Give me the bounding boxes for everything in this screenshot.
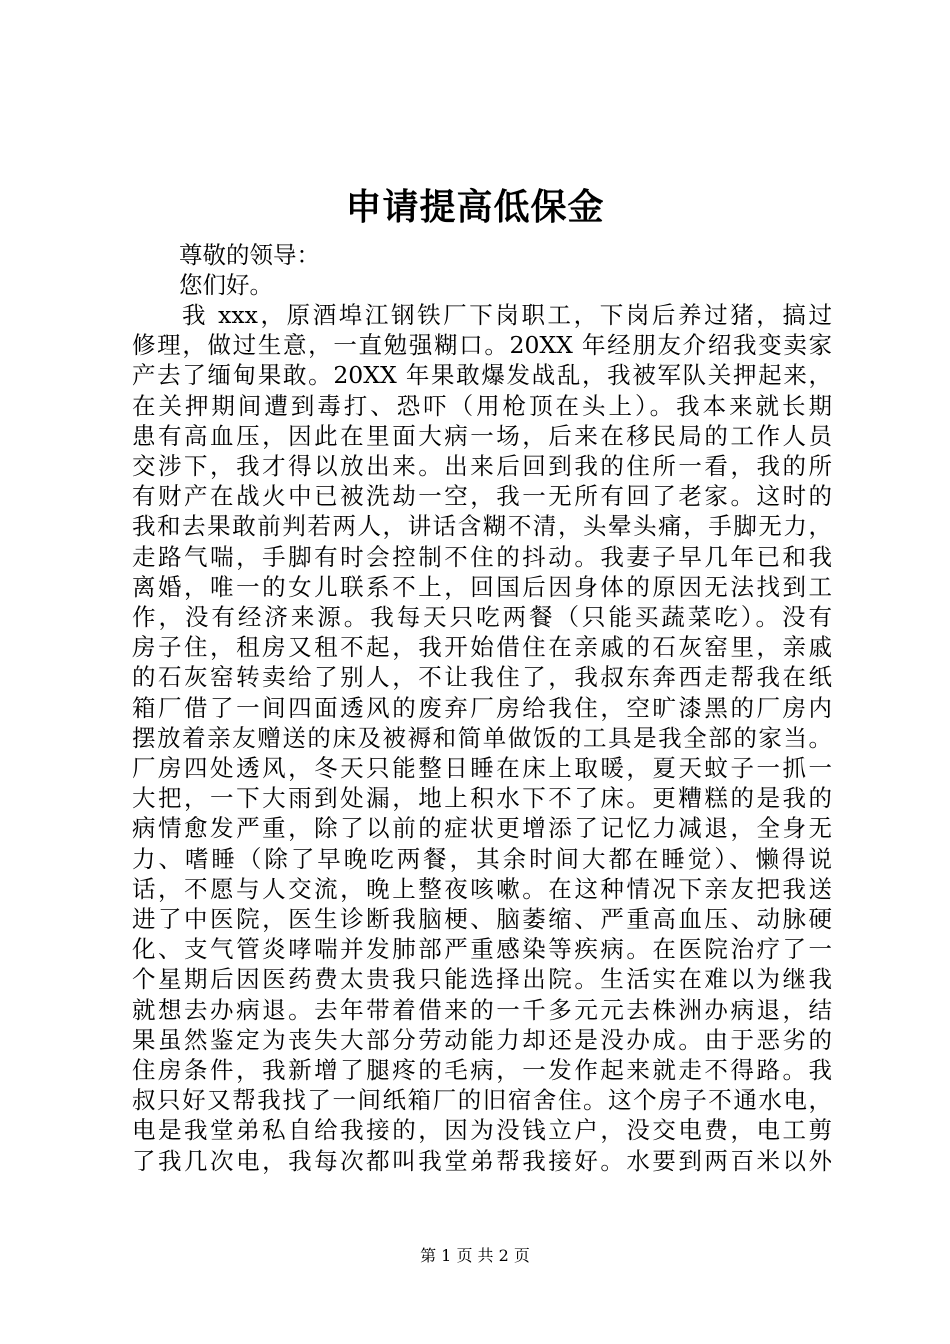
body-line: 了我几次电，我每次都叫我堂弟帮我接好。水要到两百米以外 — [132, 1146, 832, 1175]
body-line: 果虽然鉴定为丧失大部分劳动能力却还是没办成。由于恶劣的 — [132, 1025, 832, 1054]
body-line: 箱厂借了一间四面透风的废弃厂房给我住，空旷漆黑的厂房内 — [132, 693, 832, 722]
body-line: 产去了缅甸果敢。20XX 年果敢爆发战乱，我被军队关押起来， — [132, 361, 832, 390]
body-line: 厂房四处透风，冬天只能整日睡在床上取暖，夏天蚊子一抓一 — [132, 754, 832, 782]
page-footer: 第 1 页 共 2 页 — [420, 1246, 530, 1265]
body-line: 我和去果敢前判若两人，讲话含糊不清，头晕头痛，手脚无力， — [132, 512, 832, 541]
body-line: 住房条件，我新增了腿疼的毛病，一发作起来就走不得路。我 — [132, 1056, 832, 1084]
greeting: 您们好。 — [179, 271, 273, 299]
body-line: 交涉下，我才得以放出来。出来后回到我的住所一看，我的所 — [132, 452, 832, 480]
body-line: 患有高血压，因此在里面大病一场，后来在移民局的工作人员 — [132, 421, 832, 450]
body-line: 的石灰窑转卖给了别人，不让我住了，我叔东奔西走帮我在纸 — [132, 663, 832, 692]
body-line: 修理，做过生意，一直勉强糊口。20XX 年经朋友介绍我变卖家 — [132, 331, 832, 360]
salutation: 尊敬的领导： — [179, 241, 320, 269]
body-line: 摆放着亲友赠送的床及被褥和简单做饭的工具是我全部的家当。 — [132, 723, 832, 752]
body-line: 力、嗜睡（除了早晚吃两餐，其余时间大都在睡觉）、懒得说 — [132, 844, 832, 873]
body-line: 个星期后因医药费太贵我只能选择出院。生活实在难以为继我 — [132, 965, 832, 994]
body-line: 走路气喘，手脚有时会控制不住的抖动。我妻子早几年已和我 — [132, 542, 832, 571]
body-line: 大把，一下大雨到处漏，地上积水下不了床。更糟糕的是我的 — [132, 784, 832, 813]
body-line: 电是我堂弟私自给我接的，因为没钱立户，没交电费，电工剪 — [132, 1116, 832, 1145]
body-line: 我 xxx，原酒埠江钢铁厂下岗职工，下岗后养过猪，搞过 — [182, 301, 832, 329]
body-line: 话，不愿与人交流，晚上整夜咳嗽。在这种情况下亲友把我送 — [132, 874, 832, 903]
body-line: 进了中医院，医生诊断我脑梗、脑萎缩、严重高血压、动脉硬 — [132, 905, 832, 933]
body-line: 在关押期间遭到毒打、恐吓（用枪顶在头上）。我本来就长期 — [132, 391, 832, 420]
document-title: 申请提高低保金 — [345, 187, 605, 228]
body-line: 就想去办病退。去年带着借来的一千多元元去株洲办病退，结 — [132, 995, 832, 1024]
body-line: 有财产在战火中已被洗劫一空，我一无所有回了老家。这时的 — [132, 482, 832, 511]
body-line: 离婚，唯一的女儿联系不上，回国后因身体的原因无法找到工 — [132, 572, 832, 601]
body-line: 化、支气管炎哮喘并发肺部严重感染等疾病。在医院治疗了一 — [132, 935, 832, 964]
body-line: 叔只好又帮我找了一间纸箱厂的旧宿舍住。这个房子不通水电， — [132, 1086, 832, 1115]
body-line: 病情愈发严重，除了以前的症状更增添了记忆力减退，全身无 — [132, 814, 832, 843]
body-line: 房子住，租房又租不起，我开始借住在亲戚的石灰窑里，亲戚 — [132, 633, 832, 662]
body-line: 作，没有经济来源。我每天只吃两餐（只能买蔬菜吃）。没有 — [132, 603, 832, 631]
